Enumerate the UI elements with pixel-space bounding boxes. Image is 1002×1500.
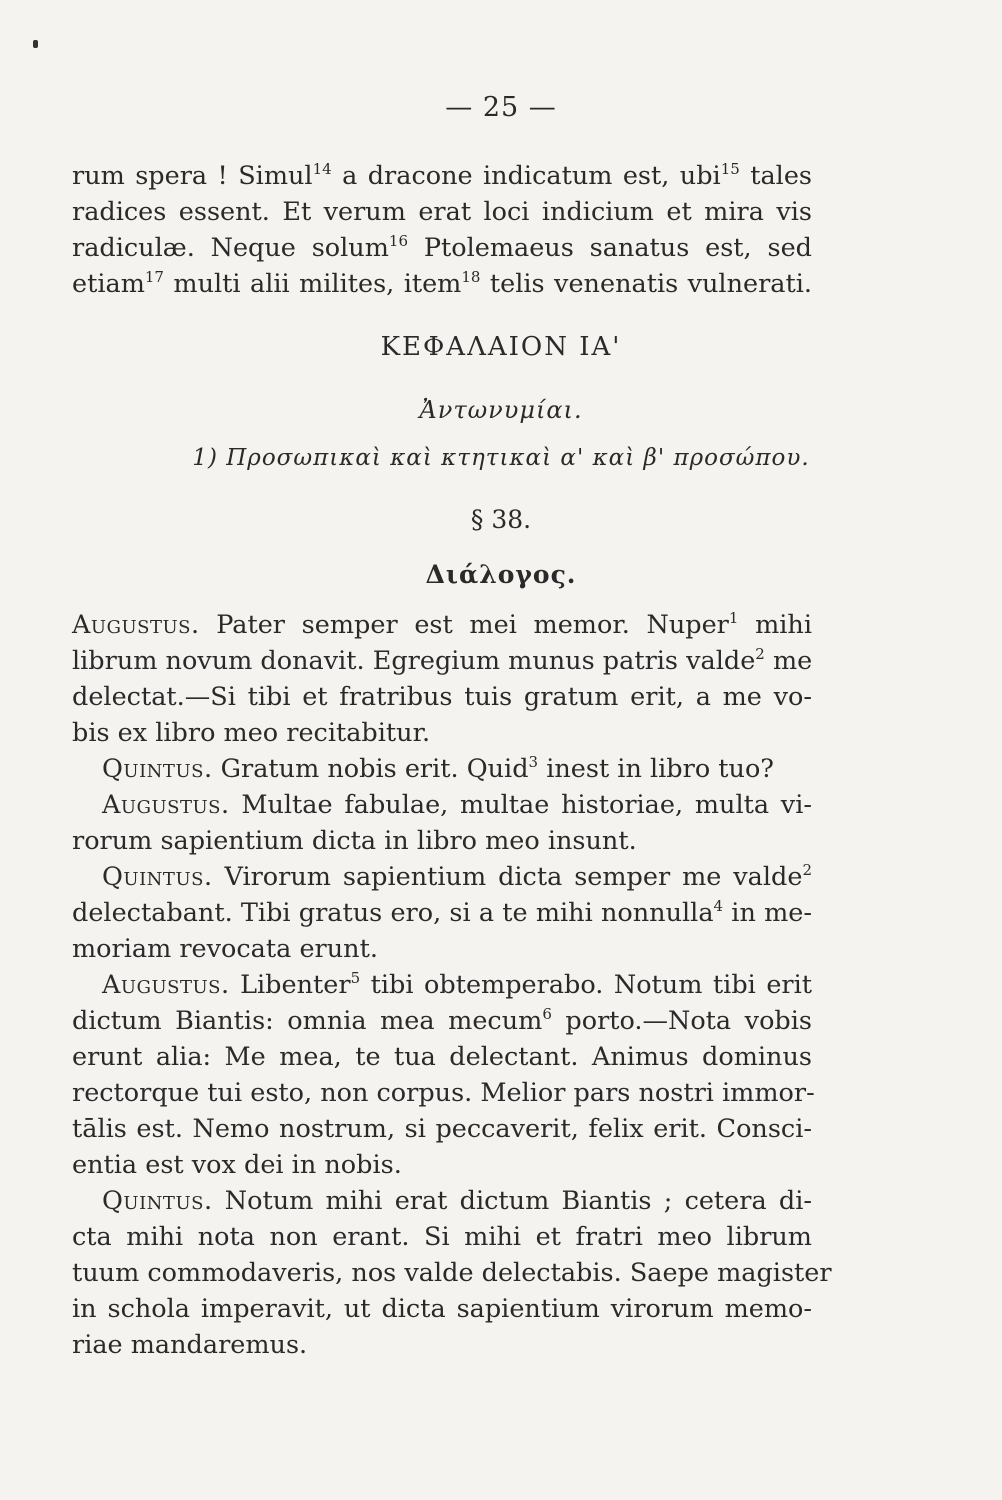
text-line: riae mandaremus.: [72, 1330, 308, 1360]
text-line: rectorque tui esto, non corpus. Melior pars nostri immor-: [72, 1078, 815, 1108]
subheading: 1) Προσωπικαὶ καὶ κτητικαὶ α' καὶ β' προσώπου.: [192, 445, 810, 471]
text-line: Augustus. Pater semper est mei memor. Nuper$^1$ mihi: [72, 609, 812, 640]
speaker-augustus: Augustus.: [102, 790, 230, 820]
ink-speck: [33, 40, 38, 48]
text-line: Augustus. Multae fabulae, multae historiae, multa vi-: [102, 790, 812, 820]
text-line: librum novum donavit. Egregium munus patris valde$^2$ me: [72, 645, 813, 676]
section-number: § 38.: [470, 505, 532, 534]
text-line: dictum Biantis: omnia mea mecum$^6$ porto.—Nota vobis: [72, 1005, 812, 1036]
text-line: moriam revocata erunt.: [72, 934, 378, 964]
text-line: tuum commodaveris, nos valde delectabis. Saepe magister: [72, 1258, 832, 1288]
speaker-augustus: Augustus.: [102, 970, 230, 1000]
text-line: rum spera ! Simul$^{14}$ a dracone indicatum est, ubi$^{15}$ tales: [72, 160, 813, 191]
text-line: Quintus. Notum mihi erat dictum Biantis ; cetera di-: [102, 1186, 812, 1216]
chapter-heading: ΚΕΦΑΛΑΙΟΝ ΙΑ': [380, 332, 622, 362]
speaker-quintus: Quintus.: [102, 862, 213, 892]
page-number: — 25 —: [445, 92, 557, 123]
text-line: in schola imperavit, ut dicta sapientium virorum memo-: [72, 1294, 812, 1324]
text-line: delectat.—Si tibi et fratribus tuis gratum erit, a me vo-: [72, 682, 812, 712]
text-line: Quintus. Gratum nobis erit. Quid$^3$ inest in libro tuo?: [102, 753, 774, 784]
text-line: entia est vox dei in nobis.: [72, 1150, 402, 1180]
chapter-subtitle: Ἀντωνυμίαι.: [419, 396, 583, 424]
text-line: delectabant. Tibi gratus ero, si a te mihi nonnulla$^4$ in me-: [72, 897, 812, 928]
text-line: cta mihi nota non erant. Si mihi et fratri meo librum: [72, 1222, 812, 1252]
speaker-augustus: Augustus.: [72, 610, 200, 640]
text-line: etiam$^{17}$ multi alii milites, item$^{18}$ telis venenatis vulnerati.: [72, 268, 813, 299]
text-line: erunt alia: Me mea, te tua delectant. Animus dominus: [72, 1042, 812, 1072]
text-line: Augustus. Libenter$^5$ tibi obtemperabo. Notum tibi erit: [102, 969, 813, 1000]
text-line: bis ex libro meo recitabitur.: [72, 718, 431, 748]
text-line: tālis est. Nemo nostrum, si peccaverit, felix erit. Consci-: [72, 1114, 812, 1144]
speaker-quintus: Quintus.: [102, 1186, 213, 1216]
text-line: radiculæ. Neque solum$^{16}$ Ptolemaeus sanatus est, sed: [72, 232, 812, 263]
speaker-quintus: Quintus.: [102, 754, 213, 784]
text-line: rorum sapientium dicta in libro meo insunt.: [72, 826, 637, 856]
text-line: Quintus. Virorum sapientium dicta semper me valde$^2$: [102, 861, 812, 892]
text-line: radices essent. Et verum erat loci indicium et mira vis: [72, 197, 812, 227]
dialog-title: Διάλογος.: [425, 560, 577, 589]
